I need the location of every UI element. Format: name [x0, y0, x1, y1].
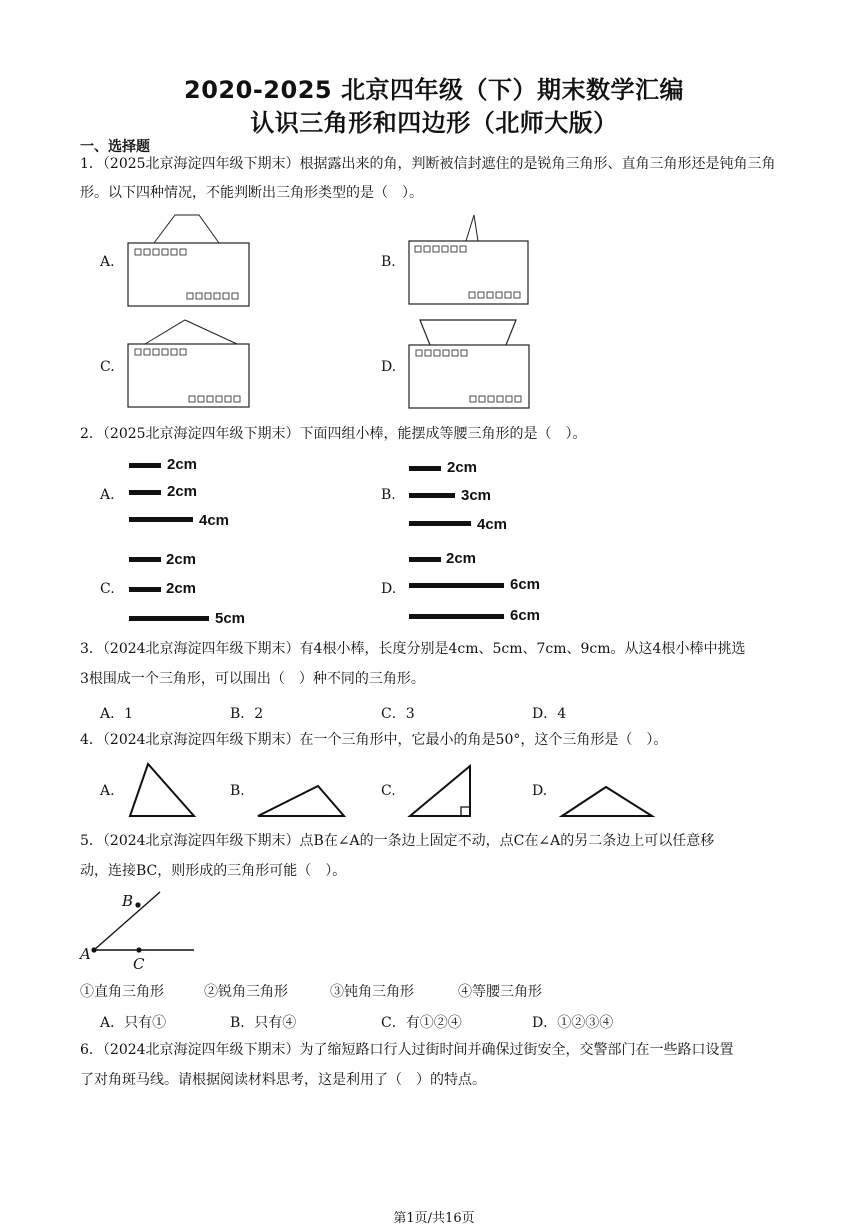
q2-c-stick-3-label: 5cm: [215, 610, 246, 627]
q2-a-stick-1-label: 2cm: [167, 456, 198, 473]
q4-option-b-triangle[interactable]: [256, 784, 348, 818]
q3-option-d[interactable]: D．4: [532, 706, 567, 722]
question-3-line1: 3．（2024北京海淀四年级下期末）有4根小棒，长度分别是4cm、5cm、7cm、9cm。从这4根小棒中挑选: [80, 641, 746, 657]
q5-choice-3: ③钝角三角形: [330, 984, 414, 1000]
question-5-line2: 动，连接BC，则形成的三角形可能（ ）。: [80, 863, 347, 879]
q2-c-stick-2: [129, 587, 161, 592]
q5-option-c[interactable]: C．有①②④: [381, 1015, 462, 1031]
q4-option-b-label[interactable]: B.: [230, 783, 245, 799]
question-2-text: 2．（2025北京海淀四年级下期末）下面四组小棒，能摆成等腰三角形的是（ ）。: [80, 426, 587, 442]
q2-a-stick-3-label: 4cm: [199, 512, 230, 529]
q4-option-c-label[interactable]: C.: [381, 783, 396, 799]
q2-b-stick-2: [409, 493, 455, 498]
question-5-line1: 5．（2024北京海淀四年级下期末）点B在∠A的一条边上固定不动，点C在∠A的另二条边上可以任意移: [80, 833, 715, 849]
page-title-line1: 2020-2025 北京四年级（下）期末数学汇编: [184, 76, 684, 104]
question-4-text: 4．（2024北京海淀四年级下期末）在一个三角形中，它最小的角是50°，这个三角形是（ ）。: [80, 732, 668, 748]
q5-option-a[interactable]: A．只有①: [100, 1015, 167, 1031]
q5-option-b[interactable]: B．只有④: [230, 1015, 297, 1031]
q2-b-stick-1: [409, 466, 441, 471]
q4-option-a-triangle[interactable]: [128, 762, 198, 818]
q2-c-stick-1: [129, 557, 161, 562]
question-1-text: 1．（2025北京海淀四年级下期末）根据露出来的角，判断被信封遮住的是锐角三角形、直角三角形还是钝角三角形。以下四种情况，不能判断出三角形类型的是（ ）。: [80, 156, 776, 201]
q4-option-a-label[interactable]: A.: [100, 783, 115, 799]
q2-option-a-label[interactable]: A.: [100, 487, 115, 503]
page-number: 第1页/共16页: [393, 1211, 475, 1226]
q1-option-a-envelope[interactable]: [127, 213, 252, 308]
q2-option-b-label[interactable]: B.: [381, 487, 396, 503]
q2-d-stick-2-label: 6cm: [510, 576, 541, 593]
q2-d-stick-1-label: 2cm: [446, 550, 477, 567]
q2-a-stick-1: [129, 463, 161, 468]
q2-d-stick-2: [409, 583, 504, 588]
question-6-line2: 了对角斑马线。请根据阅读材料思考，这是利用了（ ）的特点。: [80, 1072, 486, 1088]
q2-d-stick-3: [409, 614, 504, 619]
q1-option-c-envelope[interactable]: [127, 318, 252, 410]
q1-option-d-envelope[interactable]: [408, 318, 533, 410]
q1-option-c-label[interactable]: C.: [100, 359, 115, 375]
q2-c-stick-2-label: 2cm: [166, 580, 197, 597]
q3-option-c[interactable]: C．3: [381, 706, 415, 722]
q2-b-stick-3: [409, 521, 471, 526]
q5-choice-2: ②锐角三角形: [204, 984, 288, 1000]
q2-c-stick-3: [129, 616, 209, 621]
section-heading: 一、选择题: [80, 139, 150, 155]
q4-option-d-triangle[interactable]: [560, 785, 654, 818]
q2-b-stick-1-label: 2cm: [447, 459, 478, 476]
q4-option-d-label[interactable]: D.: [532, 783, 548, 799]
q2-b-stick-3-label: 4cm: [477, 516, 508, 533]
q2-d-stick-3-label: 6cm: [510, 607, 541, 624]
q2-b-stick-2-label: 3cm: [461, 487, 492, 504]
q5-point-b-label: B: [122, 892, 134, 910]
q2-d-stick-1: [409, 557, 441, 562]
q2-a-stick-2-label: 2cm: [167, 483, 198, 500]
q1-option-b-envelope[interactable]: [408, 213, 533, 308]
q4-option-c-triangle[interactable]: [408, 764, 474, 818]
q2-option-c-label[interactable]: C.: [100, 581, 115, 597]
q2-a-stick-3: [129, 517, 193, 522]
q5-choice-1: ①直角三角形: [80, 984, 164, 1000]
q2-option-d-label[interactable]: D.: [381, 581, 397, 597]
q2-a-stick-2: [129, 490, 161, 495]
q3-option-b[interactable]: B．2: [230, 706, 264, 722]
q1-option-d-label[interactable]: D.: [381, 359, 397, 375]
q1-option-b-label[interactable]: B.: [381, 254, 396, 270]
q5-point-c-label: C: [133, 955, 145, 973]
question-3-line2: 3根围成一个三角形，可以围出（ ）种不同的三角形。: [80, 671, 425, 687]
question-6-line1: 6．（2024北京海淀四年级下期末）为了缩短路口行人过街时间并确保过街安全，交警部门在一些路口设置: [80, 1042, 734, 1058]
q5-option-d[interactable]: D．①②③④: [532, 1015, 614, 1031]
q1-option-a-label[interactable]: A.: [100, 254, 115, 270]
q5-choice-4: ④等腰三角形: [458, 984, 542, 1000]
page-title-line2: 认识三角形和四边形（北师大版）: [250, 109, 618, 137]
q2-c-stick-1-label: 2cm: [166, 551, 197, 568]
q5-point-a-label: A: [80, 945, 91, 963]
q3-option-a[interactable]: A．1: [100, 706, 134, 722]
